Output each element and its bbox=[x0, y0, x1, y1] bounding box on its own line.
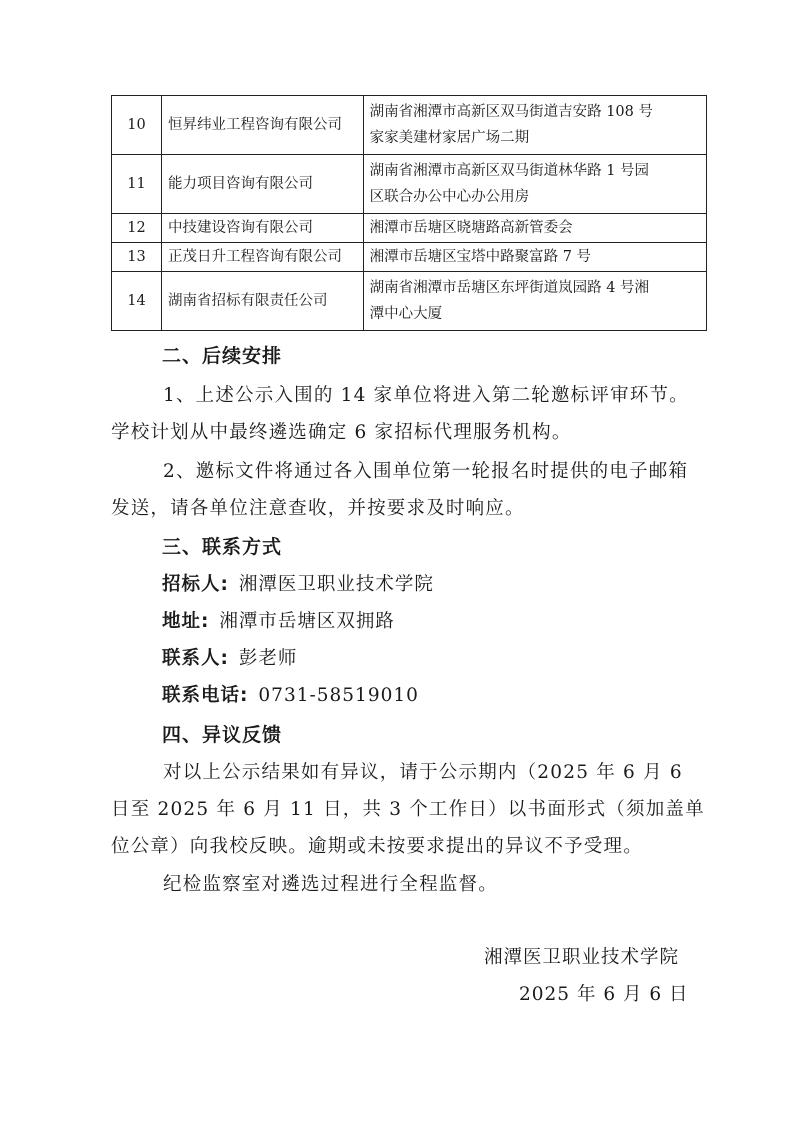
signature-org: 湘潭医卫职业技术学院 bbox=[484, 947, 680, 968]
signature-date: 2025 年 6 月 6 日 bbox=[519, 984, 689, 1005]
contact-value: 彭老师 bbox=[238, 648, 298, 669]
contact-line bbox=[162, 644, 297, 670]
address-label: 地址: bbox=[162, 611, 210, 632]
tenderer-label: 招标人: bbox=[162, 574, 229, 595]
firm-name: 能力项目咨询有限公司 bbox=[161, 155, 363, 214]
followup-paragraph-2: 2、邀标文件将通过各入围单位第一轮报名时提供的电子邮箱发送，请各单位注意查收，并按要求及时响应。 bbox=[111, 461, 689, 519]
firm-address: 湘潭市岳塘区宝塔中路聚富路 7 号 bbox=[363, 243, 706, 272]
row-number: 14 bbox=[112, 272, 162, 331]
firm-address: 湘潭市岳塘区晓塘路高新管委会 bbox=[363, 214, 706, 243]
section-heading-objection: 四、异议反馈 bbox=[162, 724, 283, 746]
section-heading-contact: 三、联系方式 bbox=[162, 536, 283, 558]
firm-address: 湖南省湘潭市高新区双马街道吉安路 108 号 家家美建材家居广场二期 bbox=[363, 96, 706, 155]
table-row bbox=[112, 96, 707, 155]
phone-value: 0731-58519010 bbox=[258, 685, 419, 706]
tenderer-line bbox=[162, 570, 434, 596]
row-number: 12 bbox=[112, 214, 162, 243]
firm-name: 恒昇纬业工程咨询有限公司 bbox=[161, 96, 363, 155]
firm-address: 湖南省湘潭市高新区双马街道林华路 1 号园 区联合办公中心办公用房 bbox=[363, 155, 706, 214]
row-number: 10 bbox=[112, 96, 162, 155]
firm-address: 湖南省湘潭市岳塘区东坪街道岚园路 4 号湘 潭中心大厦 bbox=[363, 272, 706, 331]
objection-paragraph-1: 对以上公示结果如有异议，请于公示期内（2025 年 6 月 6 日至 2025 年 6 月 11 日，共 3 个工作日）以书面形式（须加盖单位公章）向我校反映。逾期或未按要求提出的异议不予受理。 bbox=[111, 762, 705, 857]
table-row bbox=[112, 214, 707, 243]
row-number: 11 bbox=[112, 155, 162, 214]
address-value: 湘潭市岳塘区双拥路 bbox=[219, 611, 395, 632]
table-row bbox=[112, 243, 707, 272]
phone-line bbox=[162, 681, 419, 707]
firm-name: 湖南省招标有限责任公司 bbox=[161, 272, 363, 331]
firm-name: 中技建设咨询有限公司 bbox=[161, 214, 363, 243]
table-row bbox=[112, 155, 707, 214]
section-heading-followup: 二、后续安排 bbox=[162, 345, 283, 367]
objection-paragraph-2: 纪检监察室对遴选过程进行全程监督。 bbox=[163, 874, 498, 895]
firm-table bbox=[111, 95, 707, 331]
tenderer-value: 湘潭医卫职业技术学院 bbox=[238, 574, 434, 595]
phone-label: 联系电话: bbox=[162, 685, 249, 706]
followup-paragraph-1: 1、上述公示入围的 14 家单位将进入第二轮邀标评审环节。学校计划从中最终遴选确定 6 家招标代理服务机构。 bbox=[111, 385, 689, 443]
contact-label: 联系人: bbox=[162, 648, 229, 669]
row-number: 13 bbox=[112, 243, 162, 272]
address-line bbox=[162, 607, 395, 633]
table-row bbox=[112, 272, 707, 331]
firm-name: 正茂日升工程咨询有限公司 bbox=[161, 243, 363, 272]
